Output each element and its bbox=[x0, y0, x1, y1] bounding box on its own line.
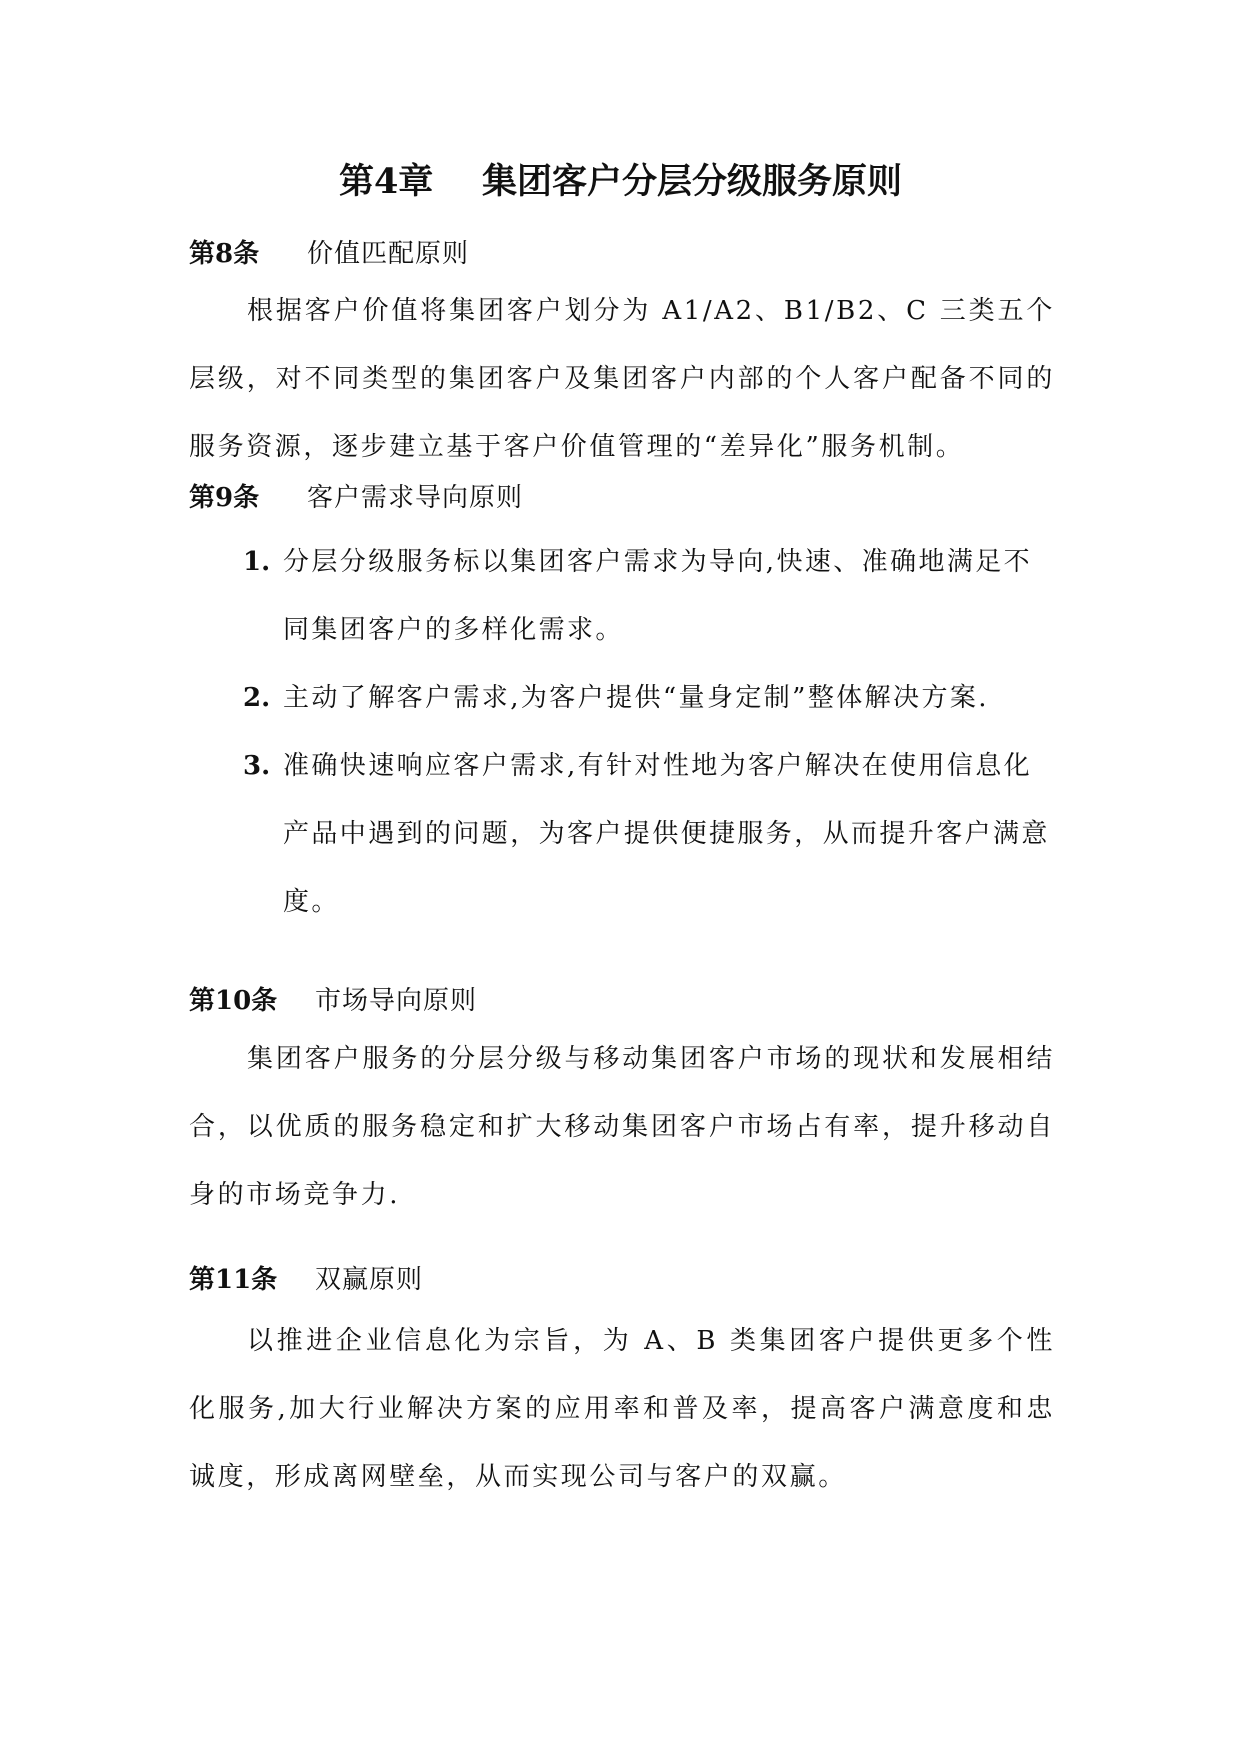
list-item-text: 分层分级服务标以集团客户需求为导向,快速、准确地满足不同集团客户的多样化需求。 bbox=[283, 547, 1033, 645]
article-title: 客户需求导向原则 bbox=[307, 483, 524, 513]
article-number: 第8条 bbox=[189, 239, 260, 269]
article-9-heading bbox=[189, 480, 523, 516]
article-number: 第11条 bbox=[189, 1265, 278, 1295]
article-title: 双赢原则 bbox=[315, 1265, 424, 1295]
list-item-number: 1. bbox=[243, 547, 271, 577]
article-11-paragraph: 以推进企业信息化为宗旨，为 A、B 类集团客户提供更多个性化服务,加大行业解决方案的应用率和普及率，提高客户满意度和忠诚度，形成离网壁垒，从而实现公司与客户的双赢。 bbox=[189, 1326, 1055, 1492]
article-9-list bbox=[243, 528, 1055, 936]
list-item bbox=[243, 664, 1055, 732]
list-item-number: 2. bbox=[243, 683, 271, 713]
article-11-heading bbox=[189, 1262, 423, 1298]
chapter-title: 第4章 集团客户分层分级服务原则 bbox=[338, 161, 903, 202]
article-title: 市场导向原则 bbox=[315, 986, 478, 1016]
article-10-paragraph: 集团客户服务的分层分级与移动集团客户市场的现状和发展相结合，以优质的服务稳定和扩大移动集团客户市场占有率，提升移动自身的市场竞争力. bbox=[189, 1044, 1055, 1210]
article-8-heading bbox=[189, 236, 469, 272]
list-item-text: 准确快速响应客户需求,有针对性地为客户解决在使用信息化产品中遇到的问题，为客户提供便捷服务，从而提升客户满意度。 bbox=[283, 751, 1050, 917]
list-item-text: 主动了解客户需求,为客户提供“量身定制”整体解决方案. bbox=[283, 683, 989, 713]
article-10-heading bbox=[189, 983, 477, 1019]
article-number: 第9条 bbox=[189, 483, 260, 513]
article-number: 第10条 bbox=[189, 986, 278, 1016]
article-title: 价值匹配原则 bbox=[307, 239, 470, 269]
article-8-paragraph: 根据客户价值将集团客户划分为 A1/A2、B1/B2、C 三类五个层级，对不同类型的集团客户及集团客户内部的个人客户配备不同的服务资源，逐步建立基于客户价值管理的“差异化”服务机制。 bbox=[189, 296, 1055, 462]
list-item bbox=[243, 528, 1055, 664]
list-item-number: 3. bbox=[243, 751, 271, 781]
list-item bbox=[243, 732, 1055, 936]
